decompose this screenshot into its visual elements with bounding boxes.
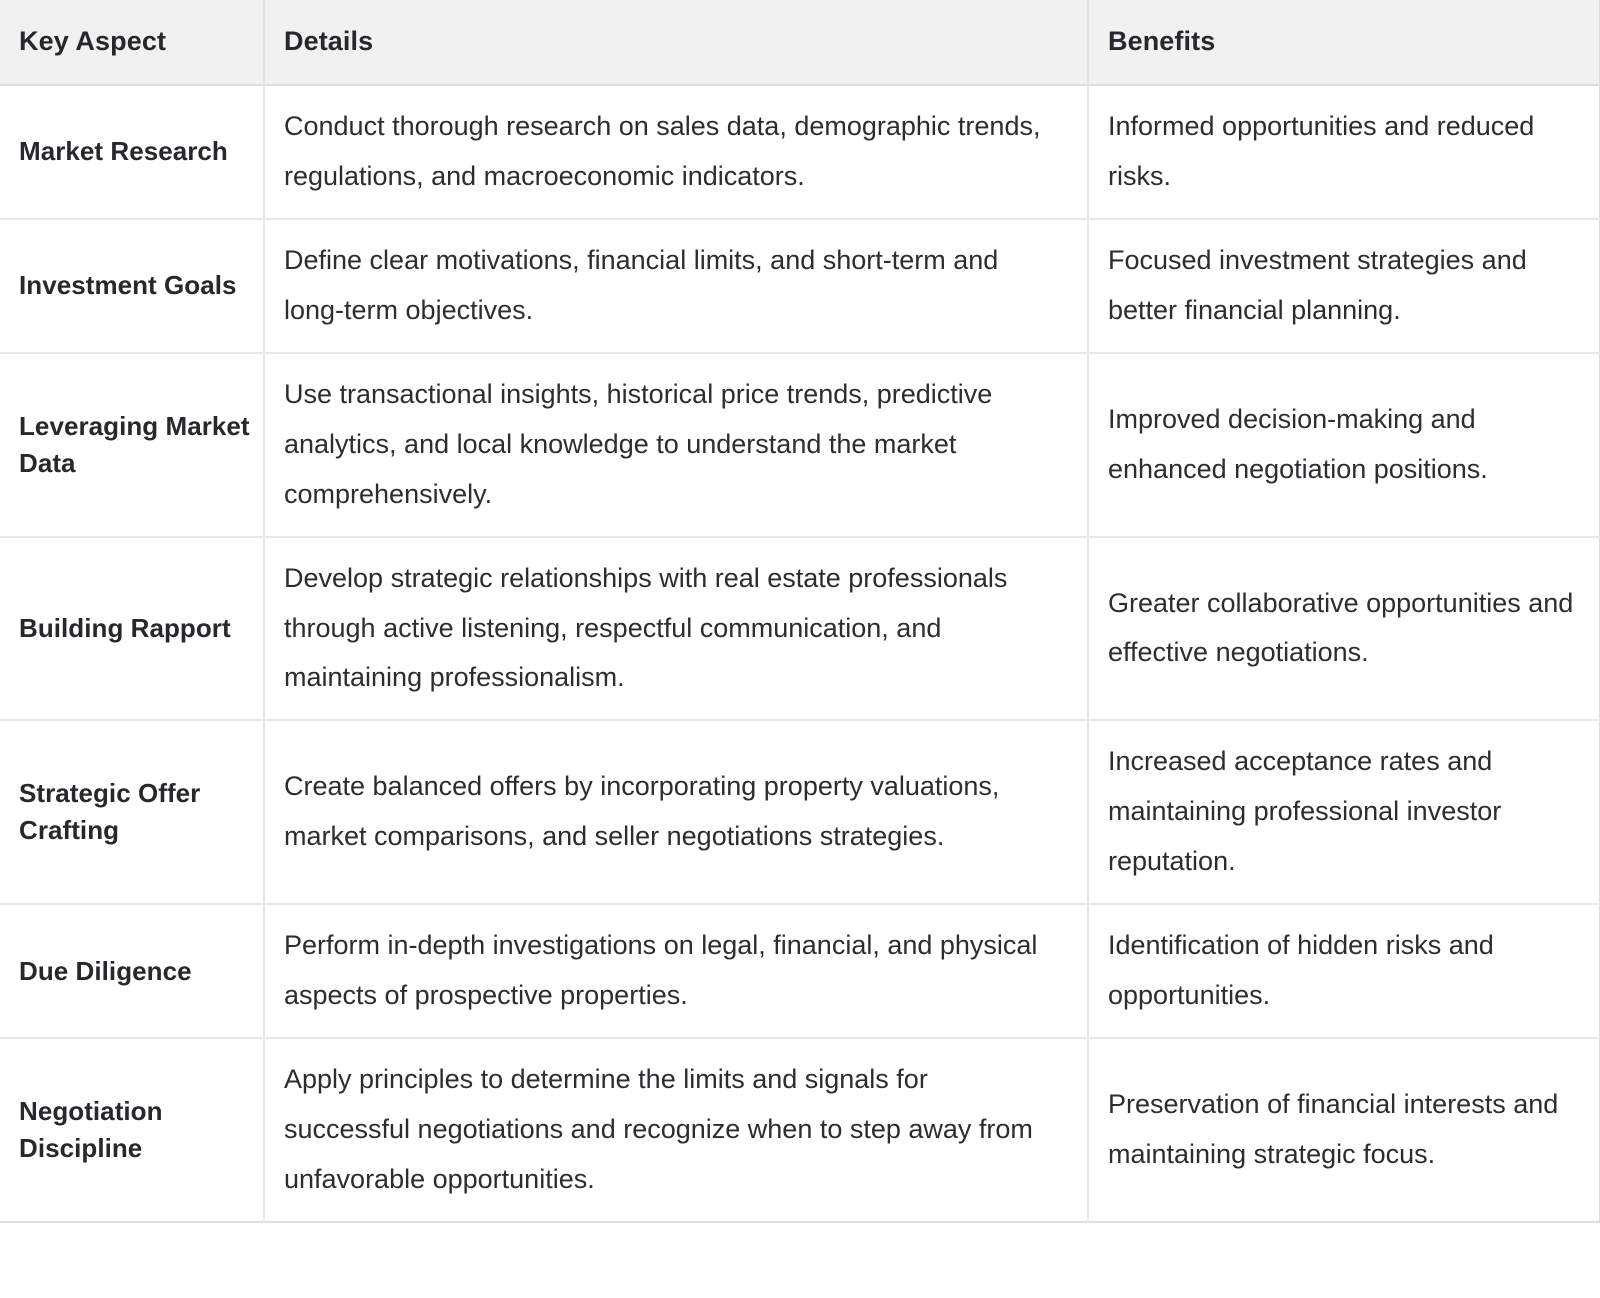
cell-details: Perform in-depth investigations on legal, financial, and physical aspects of prospective properties. (264, 904, 1088, 1038)
cell-benefits: Preservation of financial interests and maintaining strategic focus. (1088, 1038, 1600, 1222)
cell-benefits: Greater collaborative opportunities and effective negotiations. (1088, 537, 1600, 721)
cell-benefits: Informed opportunities and reduced risks. (1088, 85, 1600, 219)
table-row (0, 537, 1600, 721)
column-header-key-aspect: Key Aspect (0, 0, 264, 85)
cell-benefits: Improved decision-making and enhanced negotiation positions. (1088, 353, 1600, 537)
cell-key-aspect: Investment Goals (0, 219, 264, 353)
cell-key-aspect: Building Rapport (0, 537, 264, 721)
cell-details: Use transactional insights, historical price trends, predictive analytics, and local knowledge to understand the market comprehensively. (264, 353, 1088, 537)
cell-benefits: Increased acceptance rates and maintaining professional investor reputation. (1088, 720, 1600, 904)
cell-key-aspect: Negotiation Discipline (0, 1038, 264, 1222)
cell-details: Develop strategic relationships with real estate professionals through active listening, respectful communication, and maintaining professionalism. (264, 537, 1088, 721)
header-row (0, 0, 1600, 85)
table-body (0, 85, 1600, 1222)
cell-details: Create balanced offers by incorporating property valuations, market comparisons, and seller negotiations strategies. (264, 720, 1088, 904)
cell-details: Apply principles to determine the limits and signals for successful negotiations and recognize when to step away from unfavorable opportunities. (264, 1038, 1088, 1222)
table-row (0, 353, 1600, 537)
table-row (0, 219, 1600, 353)
cell-key-aspect: Market Research (0, 85, 264, 219)
cell-key-aspect: Strategic Offer Crafting (0, 720, 264, 904)
cell-details: Conduct thorough research on sales data, demographic trends, regulations, and macroeconomic indicators. (264, 85, 1088, 219)
column-header-details: Details (264, 0, 1088, 85)
table-row (0, 85, 1600, 219)
table-row (0, 1038, 1600, 1222)
table-row (0, 720, 1600, 904)
cell-details: Define clear motivations, financial limits, and short-term and long-term objectives. (264, 219, 1088, 353)
table-header (0, 0, 1600, 85)
column-header-benefits: Benefits (1088, 0, 1600, 85)
table-row (0, 904, 1600, 1038)
cell-benefits: Identification of hidden risks and opportunities. (1088, 904, 1600, 1038)
cell-key-aspect: Leveraging Market Data (0, 353, 264, 537)
cell-key-aspect: Due Diligence (0, 904, 264, 1038)
cell-benefits: Focused investment strategies and better financial planning. (1088, 219, 1600, 353)
